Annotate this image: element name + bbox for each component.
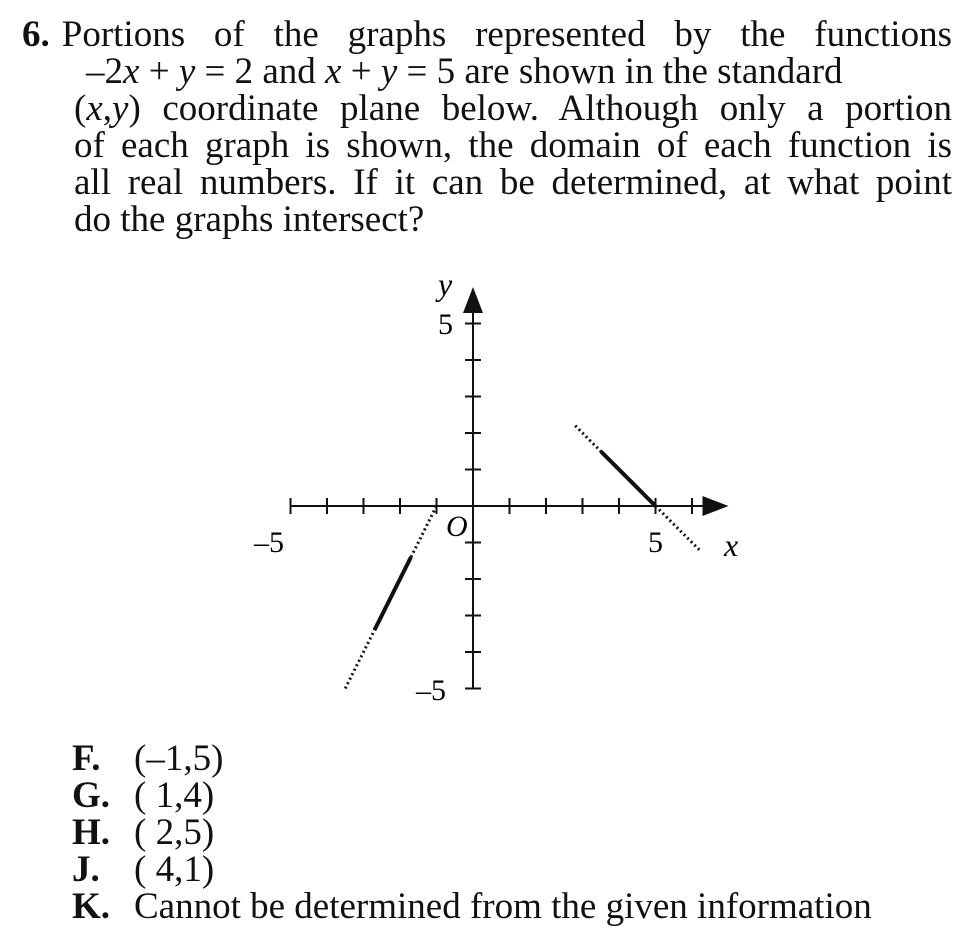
y-axis-arrow-icon — [463, 287, 483, 313]
question-line-1: 6. Portions of the graphs represented by the functions — [22, 14, 952, 55]
coordinate-plane — [240, 268, 760, 728]
x-tick-label-neg5: –5 — [254, 526, 284, 559]
line-1-solid — [374, 557, 411, 630]
question-text — [22, 16, 952, 238]
choice-k[interactable]: K. Cannot be determined from the given information — [72, 886, 872, 927]
origin-label: O — [446, 510, 468, 543]
choice-j[interactable]: J. ( 4,1) — [72, 849, 215, 890]
answer-choices — [72, 740, 872, 925]
x-axis-arrow-icon — [703, 496, 729, 516]
question-line-2: –2x + y = 2 and x + y = 5 are shown in the standard — [86, 51, 843, 92]
question-line-6: do the graphs intersect? — [74, 199, 425, 240]
x-tick-label-5: 5 — [648, 526, 663, 559]
choice-g[interactable]: G. ( 1,4) — [72, 775, 215, 816]
line-1-dotted-end — [411, 506, 437, 557]
line-2-solid — [601, 451, 656, 506]
y-tick-label-neg5: –5 — [416, 674, 446, 707]
graph-lines — [345, 426, 699, 689]
choice-f[interactable]: F. (–1,5) — [72, 738, 224, 779]
line-2-dotted-start — [575, 426, 601, 452]
question-line-5: all real numbers. If it can be determined, at what point — [74, 162, 952, 203]
y-tick-label-5: 5 — [438, 308, 453, 341]
line-1-dotted-start — [345, 630, 374, 688]
question-number: 6. — [22, 14, 50, 55]
x-axis-label: x — [724, 527, 739, 563]
question-line-4: of each graph is shown, the domain of each function is — [74, 125, 952, 166]
choice-h[interactable]: H. ( 2,5) — [72, 812, 215, 853]
axes — [291, 287, 729, 689]
y-axis-label: y — [438, 268, 453, 302]
question-line-3: (x,y) coordinate plane below. Although only a portion — [74, 88, 952, 129]
